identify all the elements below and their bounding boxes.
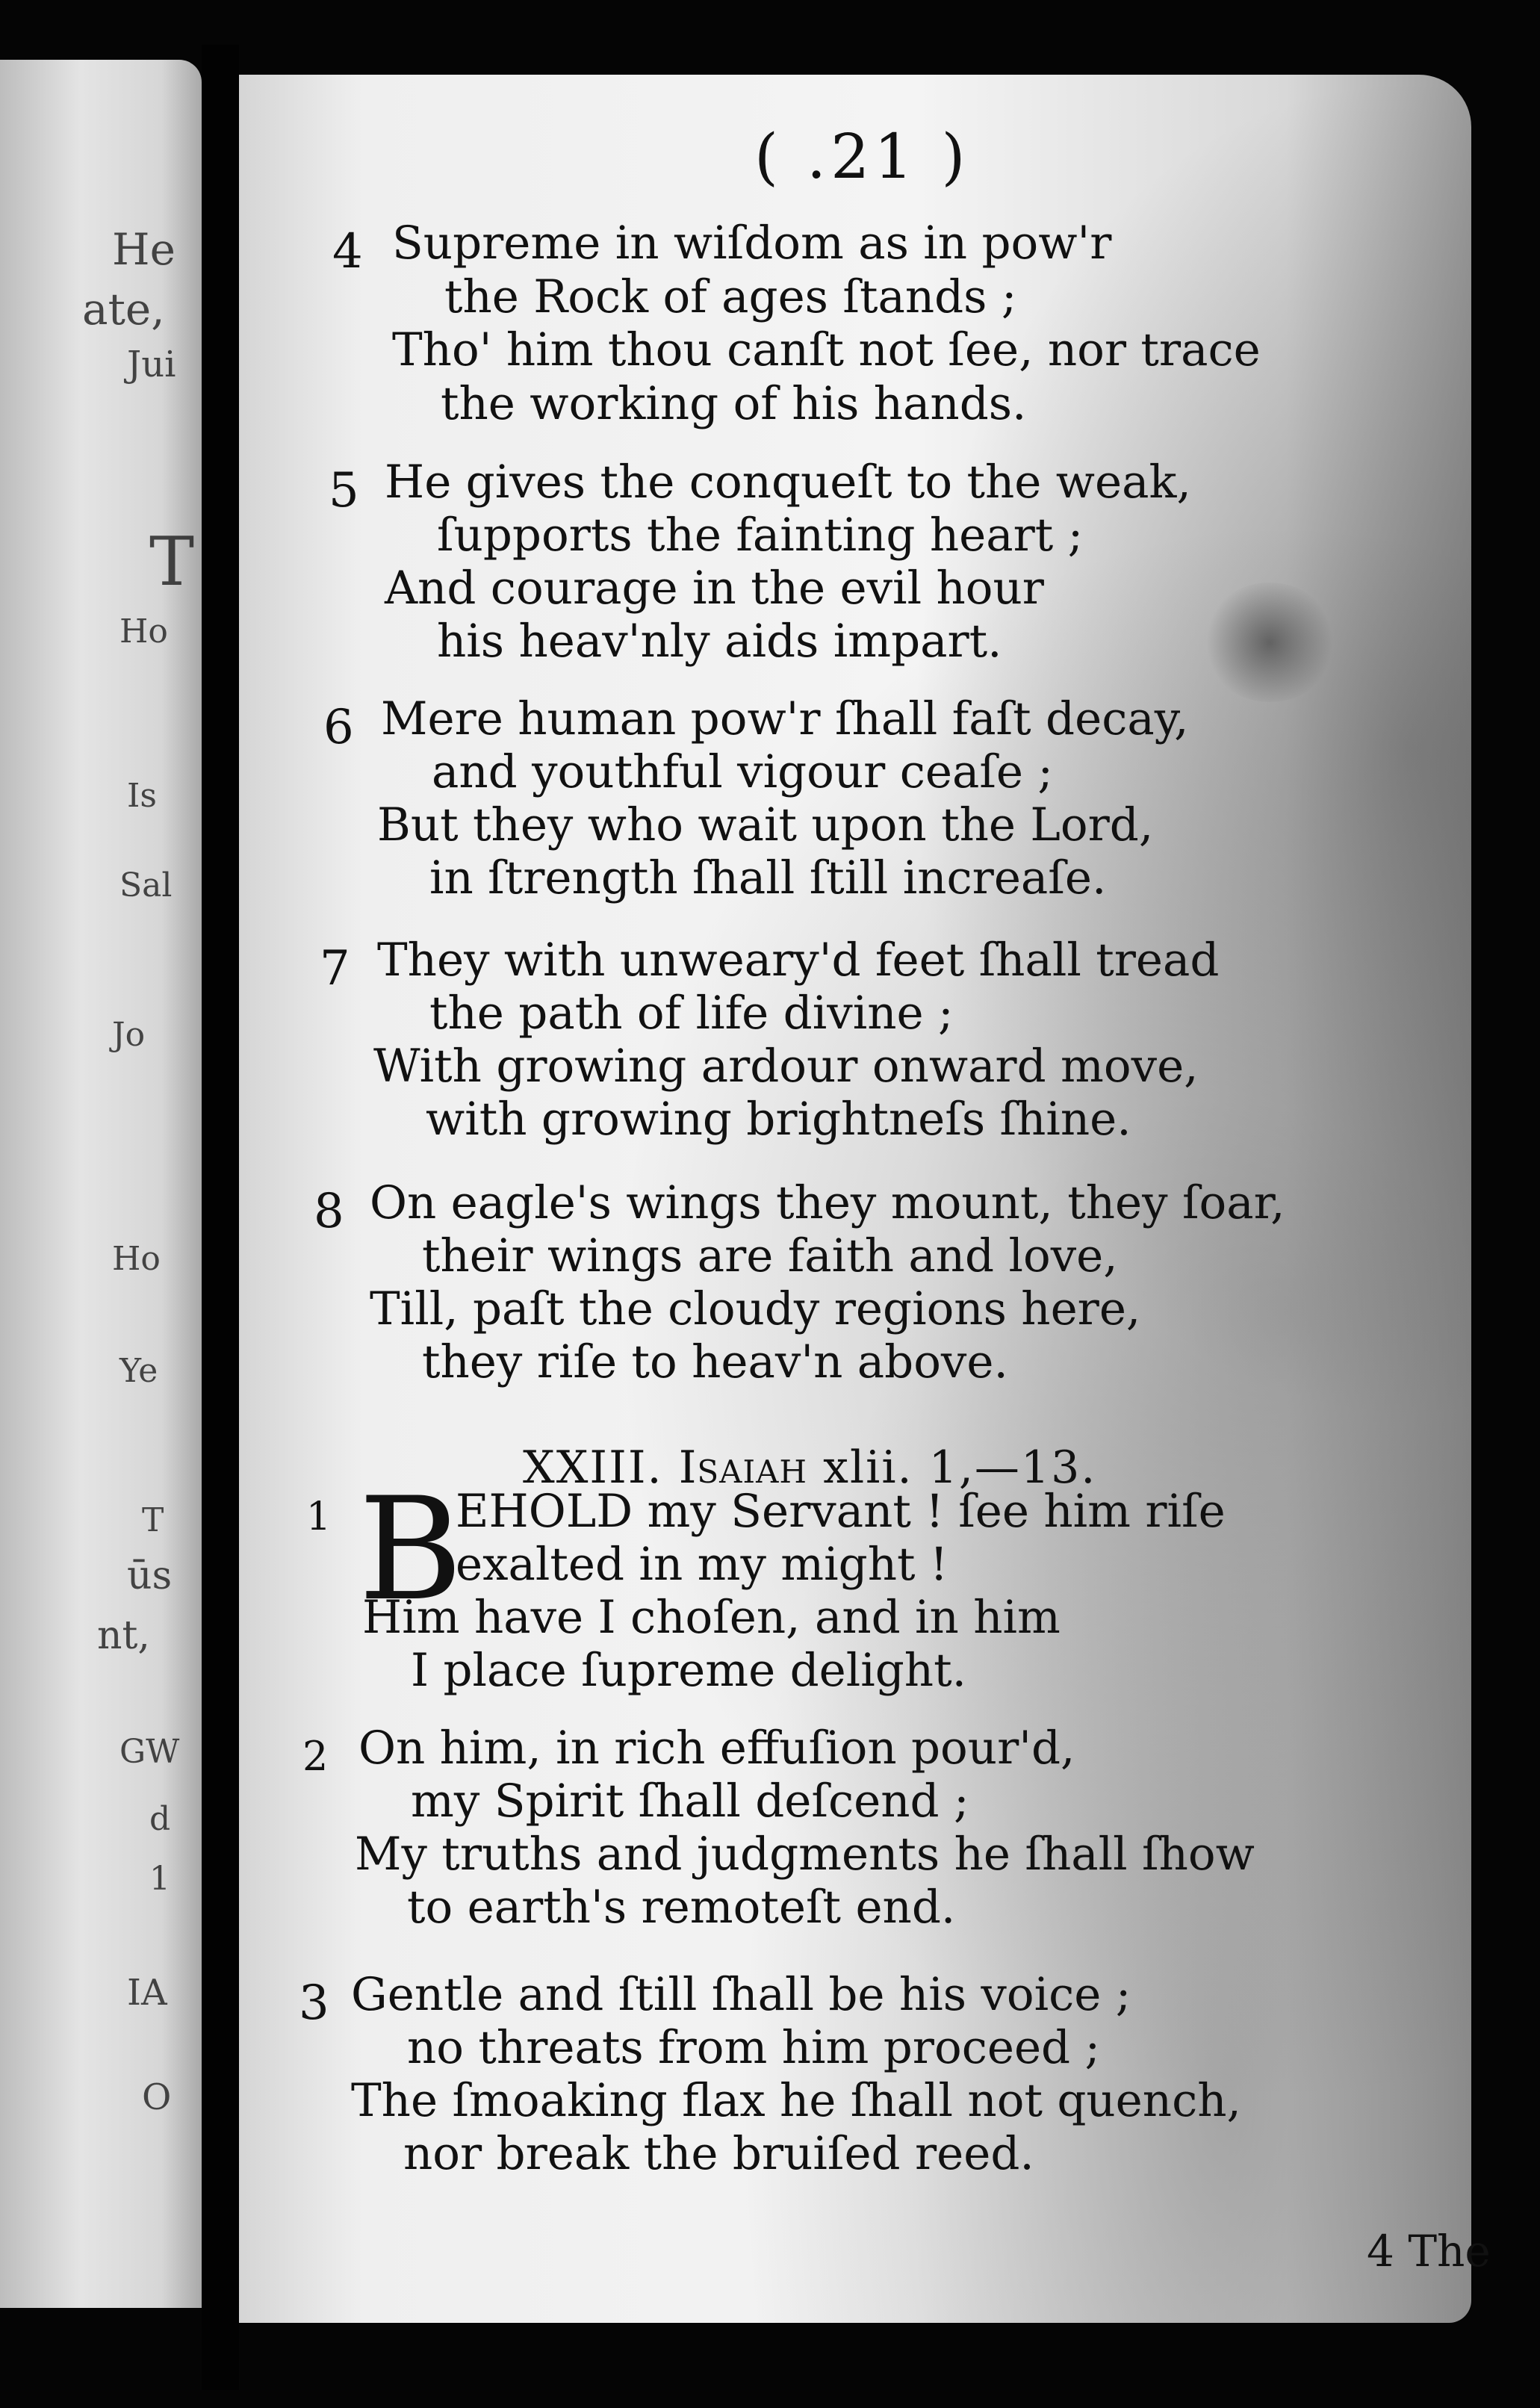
left-page-fragment: Jo	[112, 1016, 146, 1054]
verse-line: and youthful vigour ceaſe ;	[432, 745, 1053, 798]
verse-line: Gentle and ſtill ſhall be his voice ;	[351, 1968, 1131, 2021]
verse-line: EHOLD my Servant ! ſee him riſe	[456, 1485, 1226, 1538]
verse-line: they riſe to heav'n above.	[422, 1335, 1008, 1388]
left-page-fragment: Sal	[119, 866, 173, 904]
verse-line: his heav'nly aids impart.	[437, 615, 1002, 668]
verse-line: They with unweary'd feet ſhall tread	[377, 934, 1220, 987]
verse-line: Tho' him thou canſt not ſee, nor trace	[392, 323, 1261, 376]
verse-line: The ſmoaking flax he ſhall not quench,	[351, 2074, 1241, 2127]
left-page-fragment: Is	[127, 777, 157, 815]
verse-number: 5	[329, 463, 359, 518]
verse-number: 1	[306, 1495, 332, 1539]
verse-line: Till, paſt the cloudy regions here,	[370, 1282, 1141, 1335]
verse-number: 4	[332, 224, 363, 279]
left-page-fragment: Ho	[119, 612, 168, 651]
left-page-fragment: IA	[127, 1972, 167, 2014]
verse-line: the path of life divine ;	[429, 987, 954, 1040]
left-page-fragment: Ho	[112, 1240, 161, 1278]
verse-number: 2	[302, 1733, 329, 1780]
left-page-fragment: T	[142, 1501, 164, 1539]
verse-line: My truths and judgments he ſhall ſhow	[355, 1828, 1255, 1881]
verse-line: Mere human pow'r ſhall faſt decay,	[381, 692, 1189, 745]
verse-line: exalted in my might !	[456, 1538, 948, 1591]
drop-cap: B	[358, 1467, 463, 1632]
left-page-fragment: ate,	[82, 284, 165, 335]
verse-line: With growing ardour onward move,	[373, 1040, 1199, 1093]
left-page-fragment: Jui	[127, 344, 176, 385]
left-page-fragment: nt,	[97, 1613, 150, 1658]
verse-line: I place ſupreme delight.	[411, 1644, 966, 1697]
verse-line: the Rock of ages ſtands ;	[444, 270, 1017, 323]
heading-numeral: XXIII.	[523, 1442, 663, 1494]
verse-line: But they who wait upon the Lord,	[377, 798, 1154, 851]
paper-stain	[1202, 583, 1337, 702]
verse-line: with growing brightneſs ſhine.	[426, 1093, 1131, 1146]
page-number: ( .21 )	[754, 122, 970, 193]
verse-line: On eagle's wings they mount, they ſoar,	[370, 1176, 1285, 1229]
verse-line: their wings are faith and love,	[422, 1229, 1118, 1282]
heading-reference: xlii. 1,—13.	[823, 1442, 1097, 1494]
left-page-fragment: T	[149, 523, 195, 601]
left-page-fragment: He	[112, 224, 176, 275]
verse-line: He gives the conqueſt to the weak,	[385, 456, 1191, 509]
heading-book: Isaiah	[678, 1442, 808, 1494]
verse-line: no threats from him proceed ;	[407, 2021, 1101, 2074]
left-page-fragment: d	[149, 1800, 171, 1838]
verse-line: Supreme in wiſdom as in pow'r	[392, 217, 1112, 270]
verse-line: nor break the bruiſed reed.	[403, 2127, 1034, 2180]
book-page	[239, 75, 1491, 2323]
verse-line: the working of his hands.	[441, 377, 1027, 430]
left-facing-page	[0, 60, 202, 2308]
left-page-fragment: GW	[119, 1733, 180, 1771]
verse-line: And courage in the evil hour	[385, 562, 1044, 615]
verse-line: to earth's remoteſt end.	[407, 1881, 956, 1934]
verse-number: 3	[299, 1976, 329, 2031]
left-page-fragment: O	[142, 2076, 172, 2118]
left-page-fragment: Ye	[119, 1352, 158, 1390]
catchword: 4 The	[1367, 2226, 1491, 2277]
verse-line: my Spirit ſhall deſcend ;	[411, 1775, 969, 1828]
verse-line: in ſtrength ſhall ſtill increaſe.	[429, 851, 1107, 904]
verse-line: Him have I choſen, and in him	[362, 1591, 1061, 1644]
verse-number: 7	[320, 941, 350, 996]
verse-number: 8	[314, 1184, 344, 1239]
verse-line: ſupports the fainting heart ;	[437, 509, 1084, 562]
book-gutter	[202, 45, 239, 2390]
left-page-fragment: ūs	[127, 1554, 173, 1598]
left-page-fragment: 1	[149, 1860, 170, 1898]
verse-line: On him, in rich effuſion pour'd,	[358, 1722, 1075, 1775]
verse-number: 6	[323, 700, 354, 755]
